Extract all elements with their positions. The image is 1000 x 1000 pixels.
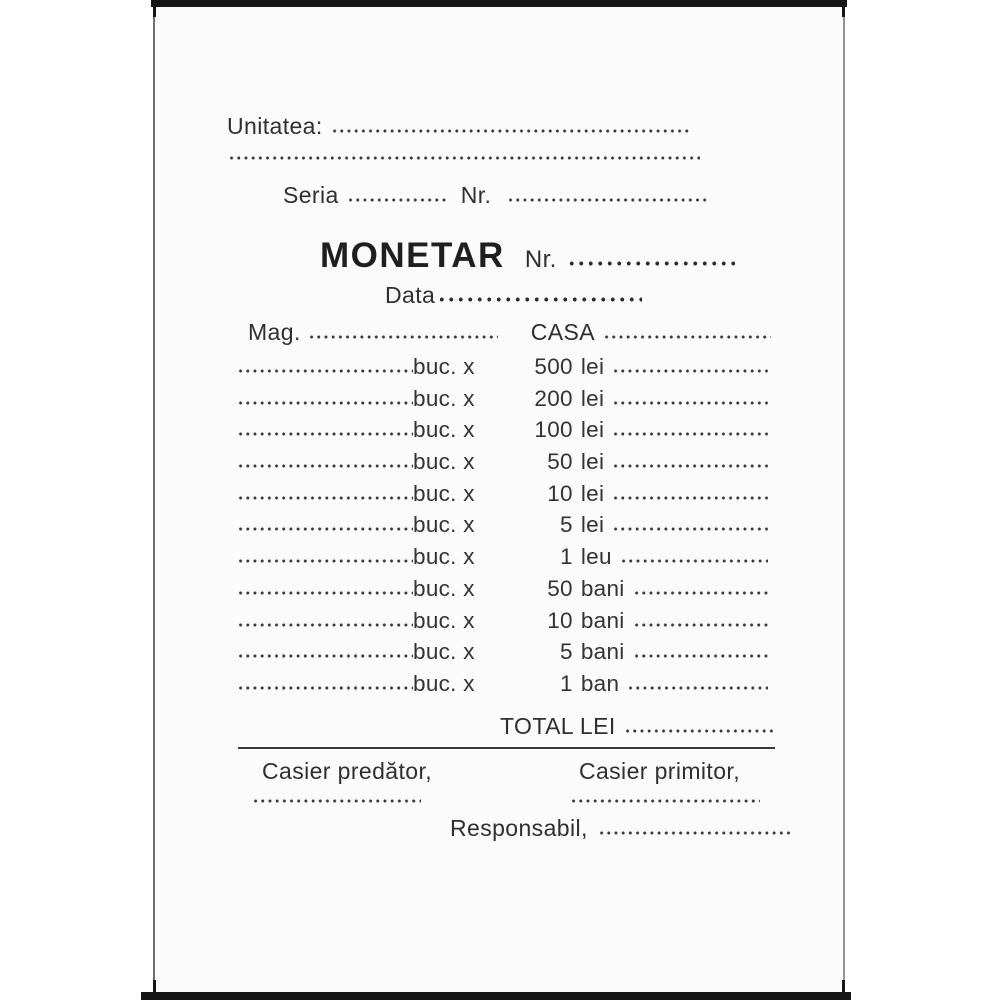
buc-x-label: buc. x [413,639,475,665]
qty-fill-line [237,431,413,437]
denomination-row-100-lei [237,417,768,449]
denomination-value: 5 [560,512,573,538]
monetar-form-page [153,0,845,1000]
total-fill-line [624,728,774,734]
corner-mark-top-left [153,0,156,17]
denomination-value: 100 [534,417,573,443]
denomination-unit: bani [580,639,625,665]
corner-mark-top-right [842,0,845,17]
denomination-value: 1 [560,544,573,570]
denomination-unit: bani [580,607,625,633]
amount-fill-line [612,431,768,437]
buc-x-label: buc. x [413,385,475,411]
title-nr-fill-line [567,260,735,267]
qty-fill-line [237,622,413,628]
denomination-unit: lei [580,480,605,506]
casa-fill-line [603,334,771,340]
responsabil-line [450,814,793,843]
denomination-row-10-bani [237,608,768,640]
casier-primitor-label: Casier primitor, [578,758,740,784]
data-label: Data [385,282,436,308]
casier-labels-line [238,757,775,786]
buc-x-label: buc. x [413,417,475,443]
qty-fill-line [237,368,413,374]
denomination-row-1-ban [237,671,768,703]
qty-fill-line [237,463,413,469]
denomination-value: 5 [560,639,573,665]
buc-x-label: buc. x [413,575,475,601]
seria-nr-line [283,181,707,210]
responsabil-signature-line [598,830,793,836]
qty-fill-line [237,653,413,659]
denomination-unit: ban [580,670,620,696]
buc-x-label: buc. x [413,449,475,475]
mag-casa-line [248,318,771,347]
data-fill-line [437,296,642,303]
data-line [385,281,642,310]
corner-mark-bottom-left [153,980,156,1000]
denomination-unit: lei [580,449,605,475]
buc-x-label: buc. x [413,670,475,696]
denomination-value: 500 [534,354,573,379]
amount-fill-line [627,685,768,691]
unitatea-fill-line-2 [228,155,700,161]
denomination-unit: bani [580,575,625,601]
denomination-unit: lei [580,512,605,538]
denomination-value: 50 [547,575,573,601]
casier-primitor-signature-line [570,798,760,804]
denomination-unit: leu [580,544,612,570]
amount-fill-line [612,495,768,501]
seria-label: Seria [283,182,339,208]
denomination-unit: lei [580,385,605,411]
denomination-row-5-bani [237,639,768,671]
denomination-value: 10 [547,480,573,506]
amount-fill-line [612,368,768,374]
denomination-unit: lei [580,354,605,379]
signature-divider-line [238,747,775,749]
seria-fill-line [347,197,447,203]
denomination-row-50-lei [237,449,768,481]
unitatea-line [227,112,689,141]
qty-fill-line [237,685,413,691]
title-line [320,234,735,278]
form-title: MONETAR [320,236,505,275]
buc-x-label: buc. x [413,480,475,506]
denomination-value: 10 [547,607,573,633]
amount-fill-line [633,590,768,596]
mag-label: Mag. [248,319,301,345]
amount-fill-line [620,558,768,564]
denomination-unit: lei [580,417,605,443]
buc-x-label: buc. x [413,354,475,379]
signature-lines [252,798,760,804]
denomination-value: 50 [547,449,573,475]
amount-fill-line [633,622,768,628]
buc-x-label: buc. x [413,544,475,570]
casa-label: CASA [530,319,595,345]
denomination-value: 200 [534,385,573,411]
amount-fill-line [612,526,768,532]
mag-fill-line [308,334,498,340]
casier-predator-signature-line [252,798,421,804]
qty-fill-line [237,495,413,501]
qty-fill-line [237,400,413,406]
denomination-row-50-bani [237,576,768,608]
unitatea-fill-line [331,128,689,134]
denomination-value: 1 [560,670,573,696]
denomination-row-500-lei [237,354,768,386]
buc-x-label: buc. x [413,607,475,633]
denomination-row-1-leu [237,544,768,576]
qty-fill-line [237,526,413,532]
qty-fill-line [237,558,413,564]
denomination-row-200-lei [237,386,768,418]
denomination-row-10-lei [237,481,768,513]
denomination-rows [237,354,768,703]
nr-label: Nr. [460,182,492,208]
casier-predator-label: Casier predător, [262,758,433,784]
total-line [500,712,774,741]
nr-fill-line [507,197,707,203]
amount-fill-line [633,653,768,659]
amount-fill-line [612,400,768,406]
total-lei-label: TOTAL LEI [500,713,616,739]
corner-mark-bottom-right [842,980,845,1000]
responsabil-label: Responsabil, [450,815,588,841]
buc-x-label: buc. x [413,512,475,538]
title-nr-label: Nr. [524,246,557,273]
amount-fill-line [612,463,768,469]
qty-fill-line [237,590,413,596]
unitatea-label: Unitatea: [227,113,323,139]
denomination-row-5-lei [237,512,768,544]
